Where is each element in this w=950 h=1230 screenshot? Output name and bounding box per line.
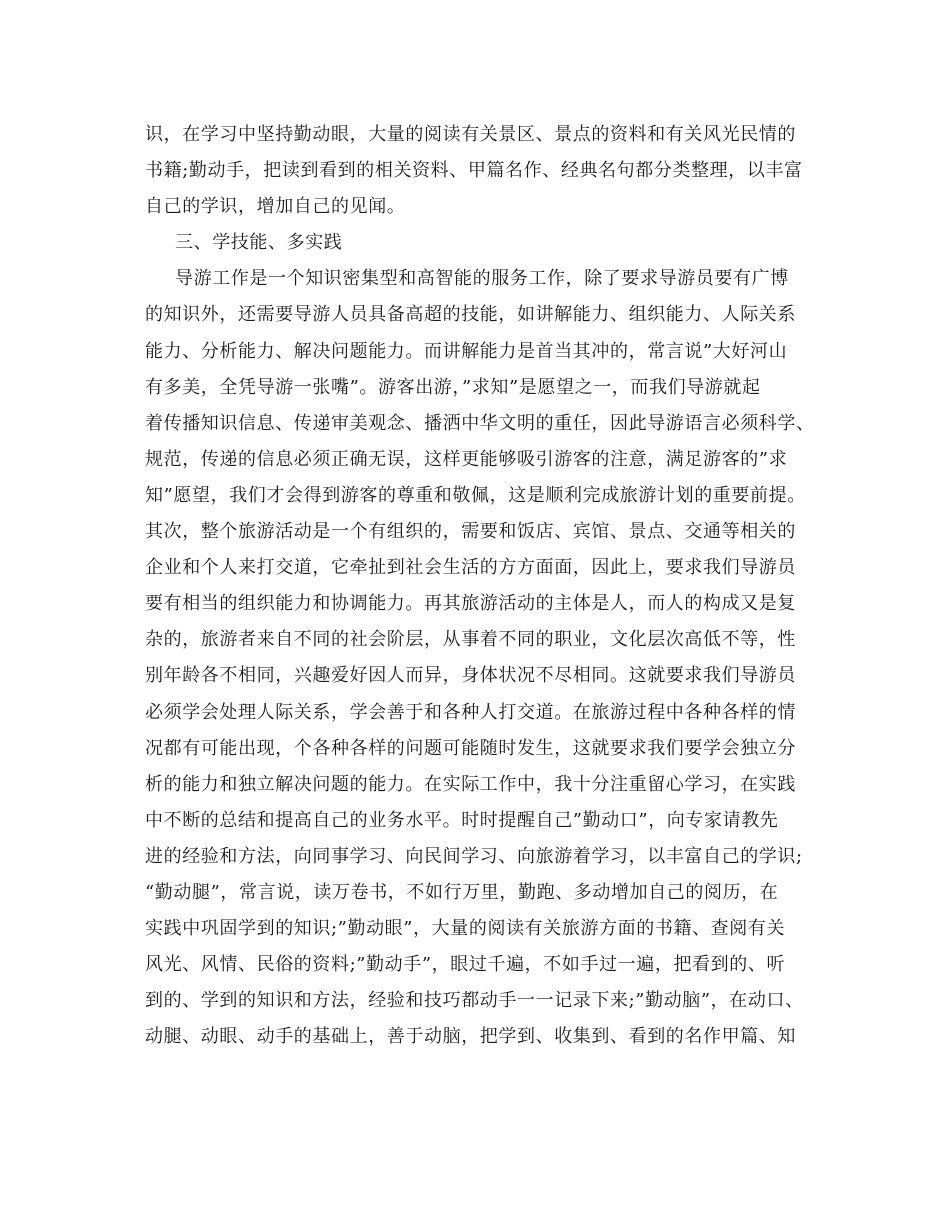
text-line: 规范，传递的信息必须正确无误，这样更能够吸引游客的注意，满足游客的”求 (145, 448, 788, 470)
text-line: 识，在学习中坚持勤动眼，大量的阅读有关景区、景点的资料和有关风光民情的 (145, 124, 796, 145)
text-line: 况都有可能出现，个各种各样的问题可能随时发生，这就要求我们要学会独立分 (145, 737, 796, 759)
text-line: 动腿、动眼、动手的基础上，善于动脑，把学到、收集到、看到的名作甲篇、知 (145, 1026, 796, 1048)
text-line: 中不断的总结和提高自己的业务水平。时时提醒自己”勤动口”，向专家请教先 (145, 809, 779, 831)
text-line: 实践中巩固学到的知识;”勤动眼”，大量的阅读有关旅游方面的书籍、查阅有关 (145, 918, 786, 940)
text-line: 着传播知识信息、传递审美观念、播洒中华文明的重任，因此导游语言必须科学、 (145, 412, 815, 434)
text-line: 书籍;勤动手，把读到看到的相关资料、甲篇名作、经典名句都分类整理，以丰富 (145, 160, 803, 182)
text-line: 有多美，全凭导游一张嘴”。游客出游，”求知”是愿望之一，而我们导游就起 (145, 376, 761, 398)
text-line: 别年龄各不相同，兴趣爱好因人而异，身体状况不尽相同。这就要求我们导游员 (145, 665, 796, 687)
section-heading: 三、学技能、多实践 (175, 232, 343, 254)
text-line: 进的经验和方法，向同事学习、向民间学习、向旅游着学习，以丰富自己的学识; (145, 845, 803, 867)
text-line: 杂的，旅游者来自不同的社会阶层，从事着不同的职业，文化层次高低不等，性 (145, 629, 796, 651)
text-line: 析的能力和独立解决问题的能力。在实际工作中，我十分注重留心学习，在实践 (145, 773, 796, 795)
text-line: 导游工作是一个知识密集型和高智能的服务工作，除了要求导游员要有广博 (175, 268, 789, 290)
text-line: 风光、风情、民俗的资料;”勤动手”，眼过千遍，不如手过一遍，把看到的、听 (145, 954, 786, 976)
text-line: 必须学会处理人际关系，学会善于和各种人打交道。在旅游过程中各种各样的情 (145, 701, 796, 723)
document-body (145, 117, 845, 1055)
text-line: 企业和个人来打交道，它牵扯到社会生活的方方面面，因此上，要求我们导游员 (145, 557, 796, 579)
text-line: 到的、学到的知识和方法，经验和技巧都动手一一记录下来;”勤动脑”，在动口、 (145, 990, 804, 1012)
text-line: 知”愿望，我们才会得到游客的尊重和敬佩，这是顺利完成旅游计划的重要前提。 (145, 484, 806, 506)
text-line: 其次，整个旅游活动是一个有组织的，需要和饭店、宾馆、景点、交通等相关的 (145, 521, 796, 543)
text-line: 能力、分析能力、解决问题能力。而讲解能力是首当其冲的，常言说”大好河山 (145, 340, 788, 362)
text-line: 的知识外，还需要导游人员具备高超的技能，如讲解能力、组织能力、人际关系 (145, 304, 796, 326)
text-line: 自己的学识，增加自己的见闻。 (145, 196, 406, 218)
text-line: 要有相当的组织能力和协调能力。再其旅游活动的主体是人，而人的构成又是复 (145, 593, 796, 615)
text-line: “勤动腿”，常言说，读万卷书，不如行万里，勤跑、多动增加自己的阅历，在 (145, 881, 779, 903)
